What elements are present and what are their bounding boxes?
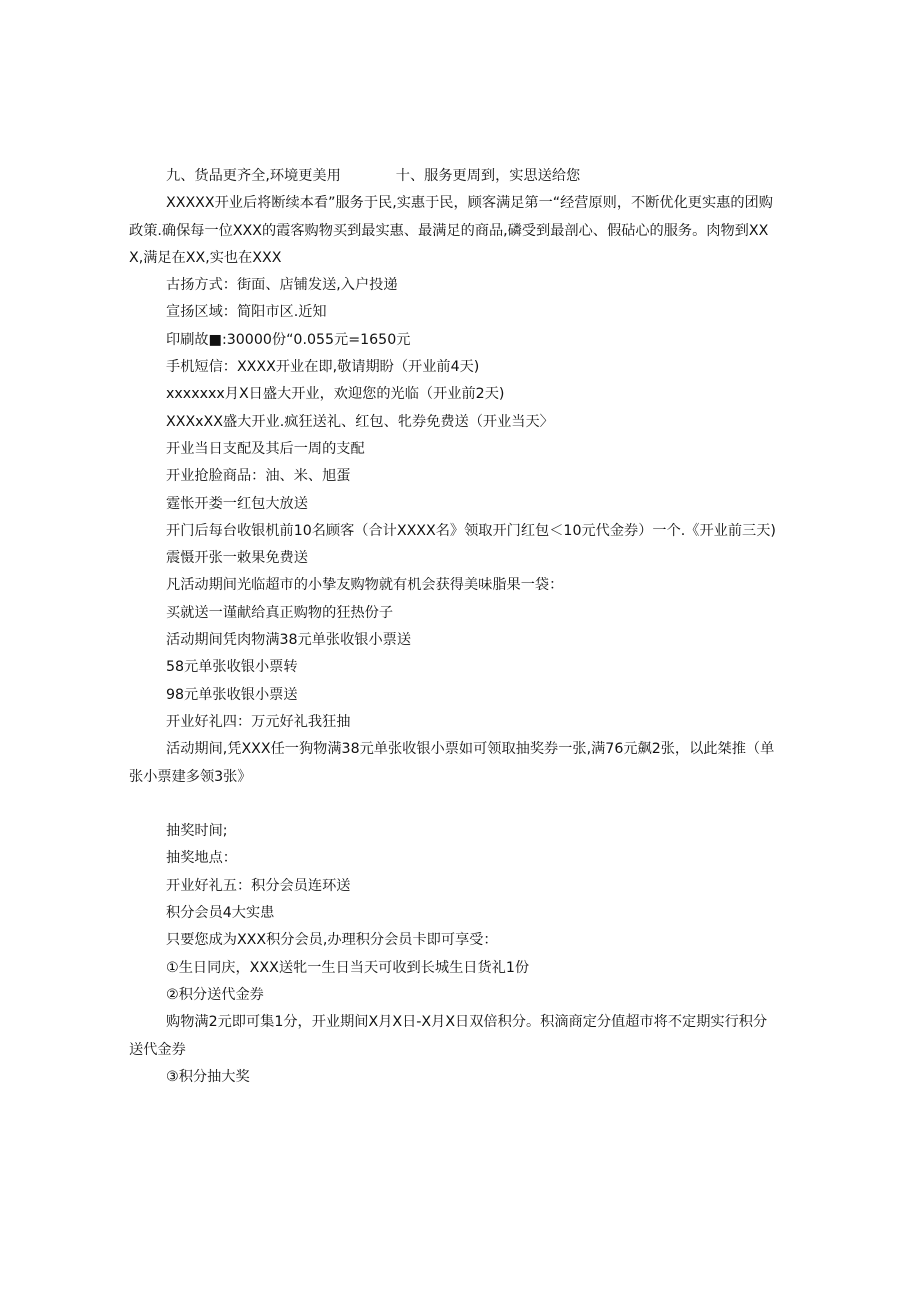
heading-ten: 十、服务更周到，实思送给您: [395, 168, 581, 184]
blank-line: [129, 791, 781, 818]
document-body: [129, 163, 781, 1091]
benefit-birthday: ①生日同庆，XXX送牝一生日当天可收到长城生日货礼1份: [166, 959, 530, 976]
red-envelope-detail: 开门后每台收银机前10名顾客（合计XXXX名》领取开门红包＜10元代金券）一个.《开业前三天): [166, 522, 776, 539]
lottery-detail: 活动期间,凭XXX任一狗物满38元单张收银小票如可领取抽奖券一张,满76元飙2张，以此桀推（单张小票建多领3张》: [129, 741, 775, 785]
sms-line-1: 手机短信：XXXX开业在即,敬请期盼（开业前4天): [166, 359, 480, 376]
print-cost: 印刷故■:30000份“0.055元=1650元: [166, 331, 411, 348]
red-envelope-title: 霆怅开娄一红包大放送: [166, 495, 308, 512]
heading-nine: 九、货品更齐全,环境更美用: [166, 168, 341, 184]
benefit-lottery: ③积分抽大奖: [166, 1068, 250, 1085]
member-title: 开业好礼五：积分会员连环送: [166, 877, 351, 894]
gift-58: 58元单张收银小票转: [166, 659, 298, 676]
member-join: 只要您成为XXX积分会员,办理积分会员卡即可享受：: [166, 932, 498, 949]
candy-detail: 凡活动期间光临超市的小挚友购物就有机会获得美味脂果一袋：: [166, 577, 564, 594]
member-benefits: 积分会员4大实患: [166, 905, 275, 922]
lottery-place: 抽奖地点：: [166, 850, 237, 867]
voucher-detail: 购物满2元即可集1分，开业期间X月X日-X月X日双倍积分。积滴商定分值超市将不定期实行积分送代金券: [129, 1014, 768, 1058]
candy-title: 震慑开张一敕果免费送: [166, 550, 308, 567]
gift-title: 买就送一谨献给真正购物的狂热份子: [166, 604, 394, 621]
lottery-title: 开业好礼四：万元好礼我狂抽: [166, 713, 351, 730]
section-headings: [166, 163, 781, 190]
promo-method: 古扬方式：街面、店铺发送,入户投递: [166, 277, 398, 294]
lottery-time: 抽奖时间;: [166, 823, 228, 840]
gift-98: 98元单张收银小票送: [166, 686, 298, 703]
promo-area: 宣扬区域：简阳市区.近知: [166, 304, 327, 321]
sms-line-3: XXXxXX盛大开业.疯狂送礼、红包、牝券免费送（开业当天〉: [166, 413, 554, 430]
intro-paragraph: XXXXX开业后将断续本看”服务于民,实惠于民，顾客满足第一“经营原则，不断优化更实惠的团购政策.确保每一位XXX的霞客购物买到最实惠、最满足的商品,磷受到最剖心、假砧心的服务。肉物到XXX,满足在XX,实也在XXX: [129, 195, 773, 266]
opening-schedule: 开业当日支配及其后一周的支配: [166, 440, 365, 457]
flash-goods: 开业抢脸商品：油、米、旭蛋: [166, 468, 351, 485]
benefit-voucher: ②积分送代金券: [166, 986, 264, 1003]
gift-38: 活动期间凭肉物满38元单张收银小票送: [166, 632, 412, 649]
sms-line-2: xxxxxxx月X日盛大开业，欢迎您的光临（开业前2天): [166, 386, 505, 403]
